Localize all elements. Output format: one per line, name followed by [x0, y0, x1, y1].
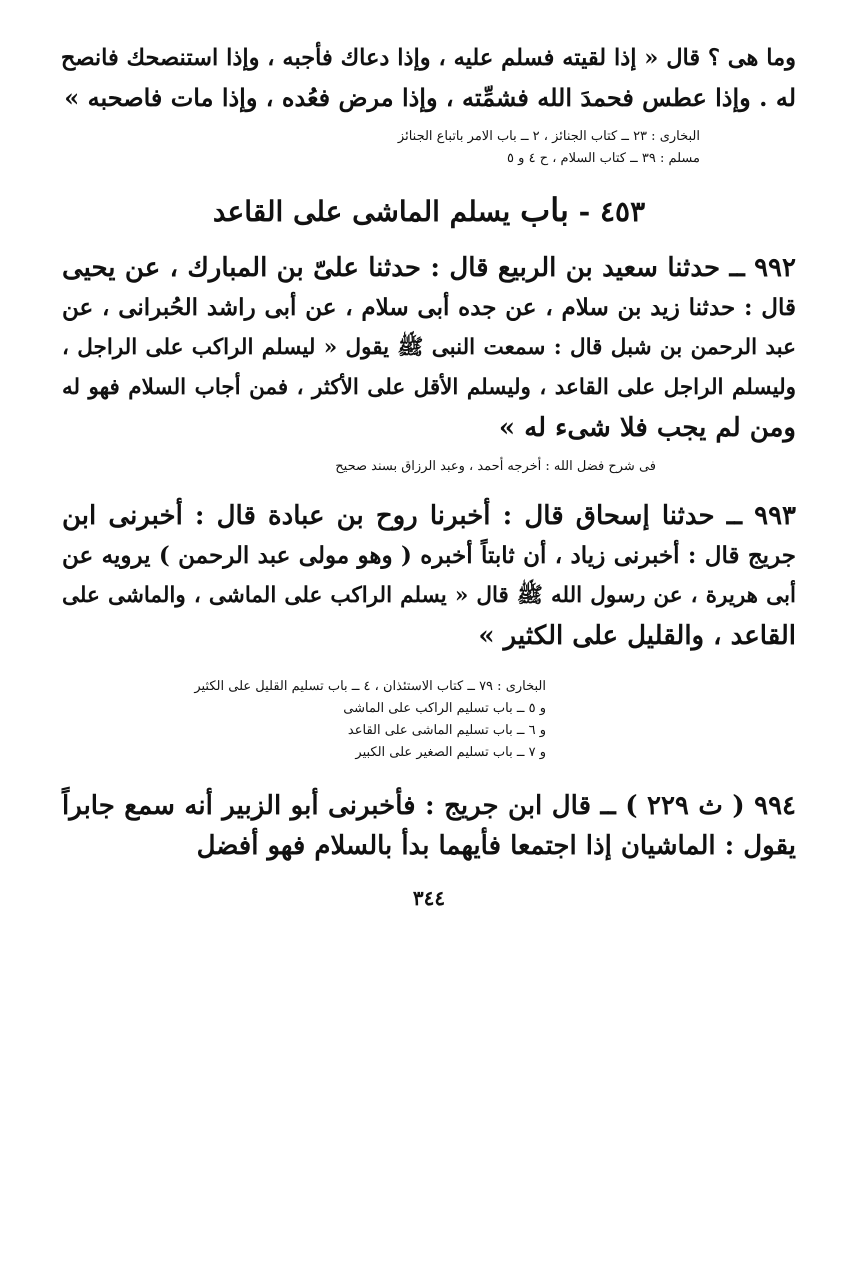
- hadith-number: ٩٩٣ ــ: [726, 501, 797, 531]
- chapter-word: باب: [520, 191, 569, 229]
- hadith-number: ٩٩٤ ( ث ٢٢٩ ) ــ: [600, 791, 797, 821]
- reference-line: و ٧ ــ باب تسليم الصغير على الكبير: [355, 745, 546, 760]
- chapter-heading: [62, 188, 796, 234]
- text-line: وما هى ؟ قال « إذا لقيته فسلم عليه ، وإذا دعاك فأجبه ، وإذا استنصحك فانصح: [60, 45, 796, 71]
- page-number: ٣٤٤: [412, 886, 446, 910]
- text-line: أبى هريرة ، عن رسول الله ﷺ قال « يسلم الراكب على الماشى ، والماشى على: [62, 583, 796, 608]
- chapter-number: ٤٥٣ -: [578, 195, 646, 228]
- opening-paragraph: [62, 38, 796, 118]
- reference-line: و ٦ ــ باب تسليم الماشى على القاعد: [347, 723, 546, 738]
- text-line: جريج قال : أخبرنى زياد ، أن ثابتاً أخبره ( وهو مولى عبد الرحمن ) يرويه عن: [62, 542, 796, 569]
- reference-line: البخارى : ٢٣ ــ كتاب الجنائز ، ٢ ــ باب الامر باتباع الجنائز: [397, 129, 700, 144]
- hadith-993: [62, 496, 796, 656]
- reference-line: مسلم : ٣٩ ــ كتاب السلام ، ح ٤ و ٥: [507, 151, 700, 166]
- hadith-992-reference: [62, 456, 656, 478]
- text-line-rest: إسحاق قال : أخبرنا روح بن عبادة قال : أخبرنى ابن: [62, 501, 650, 531]
- text-line: عبد الرحمن بن شبل قال : سمعت النبى ﷺ يقول « ليسلم الراكب على الراجل ،: [62, 335, 796, 360]
- opening-references: [62, 126, 700, 170]
- text-line: القاعد ، والقليل على الكثير »: [478, 621, 796, 651]
- text-line: [62, 248, 796, 288]
- document-page: [62, 38, 796, 1242]
- text-line: له . وإذا عطس فحمدَ الله فشمِّته ، وإذا مرض فعُده ، وإذا مات فاصحبه »: [64, 83, 796, 112]
- hadith-lead-word: حدثنا: [661, 501, 715, 531]
- hadith-993-references: [62, 676, 546, 764]
- reference-line: فى شرح فضل الله : أخرجه أحمد ، وعبد الرزاق بسند صحيح: [335, 459, 656, 474]
- text-line: يقول : الماشيان إذا اجتمعا فأيهما بدأ بالسلام فهو أفضل: [196, 831, 796, 861]
- text-line-rest: سعيد بن الربيع قال : حدثنا علىّ بن المبارك ، عن يحيى: [62, 253, 658, 283]
- chapter-title: يسلم الماشى على القاعد: [212, 195, 511, 228]
- text-line: قال : حدثنا زيد بن سلام ، عن جده أبى سلام ، عن أبى راشد الحُبرانى ، عن: [62, 294, 796, 321]
- hadith-992: [62, 248, 796, 448]
- hadith-lead-word: حدثنا: [667, 253, 721, 283]
- text-line: ومن لم يجب فلا شىء له »: [498, 413, 796, 443]
- hadith-number: ٩٩٢ ــ: [729, 253, 796, 283]
- text-line-rest: قال ابن جريج : فأخبرنى أبو الزبير أنه سمع جابراً: [62, 791, 591, 821]
- text-line: [62, 496, 796, 536]
- text-line: وليسلم الراجل على القاعد ، وليسلم الأقل على الأكثر ، فمن أجاب السلام فهو له: [62, 375, 796, 400]
- hadith-994: [62, 786, 796, 866]
- reference-line: و ٥ ــ باب تسليم الراكب على الماشى: [343, 701, 546, 716]
- text-line: [62, 786, 796, 826]
- reference-line: البخارى : ٧٩ ــ كتاب الاستئذان ، ٤ ــ باب تسليم القليل على الكثير: [194, 679, 546, 694]
